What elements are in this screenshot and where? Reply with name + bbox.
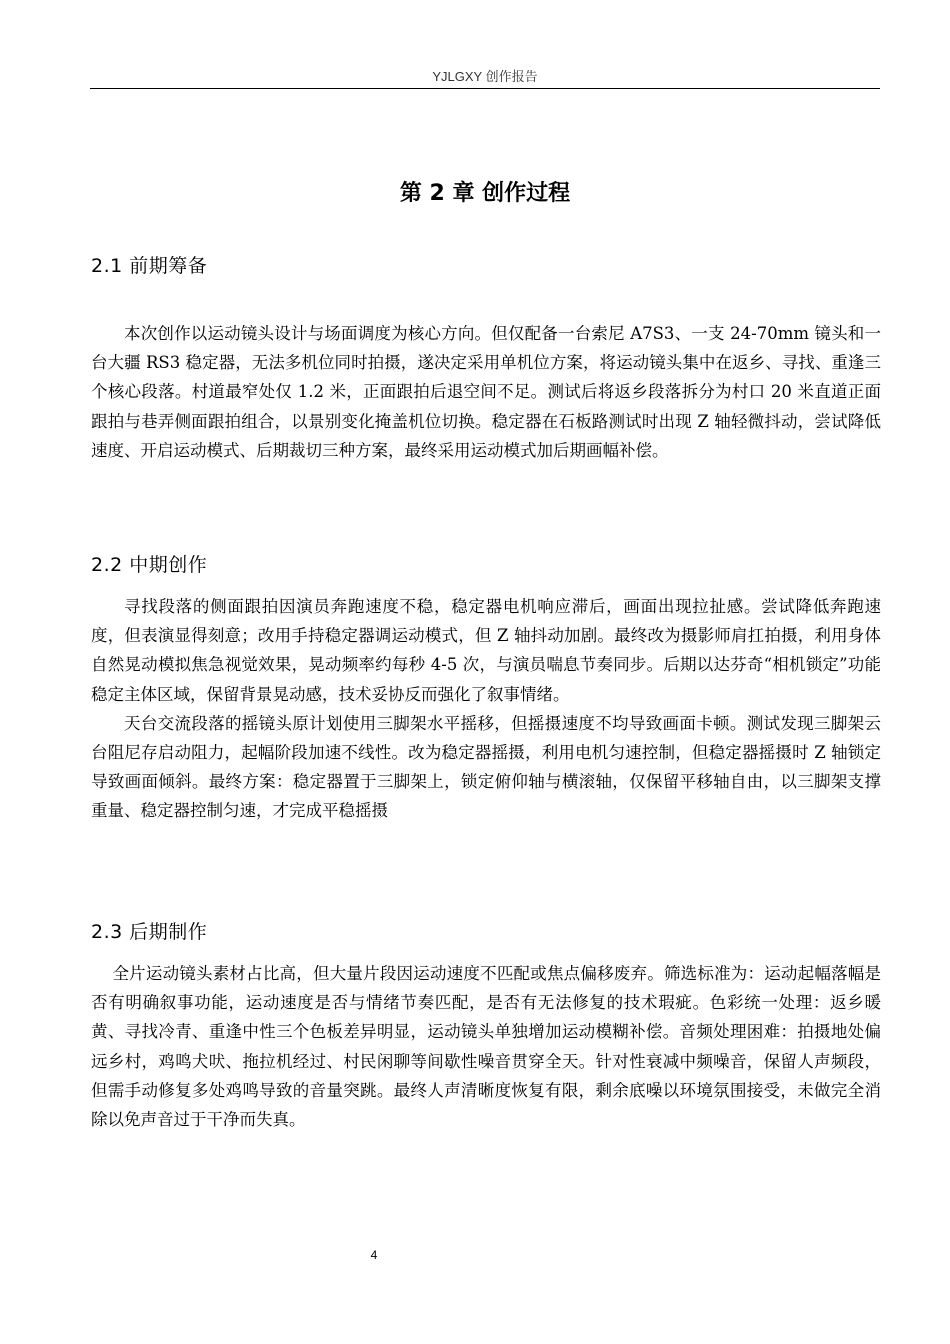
- header-text: YJLGXY 创作报告: [432, 69, 538, 84]
- paragraph: 全片运动镜头素材占比高，但大量片段因运动速度不匹配或焦点偏移废弃。筛选标准为：运动起幅落幅是否有明确叙事功能，运动速度是否与情绪节奏匹配，是否有无法修复的技术瑕疵。色彩统一处理：返乡暖黄、寻找冷青、重逢中性三个色板差异明显，运动镜头单独增加运动模糊补偿。音频处理困难：拍摄地处偏远乡村，鸡鸣犬吠、拖拉机经过、村民闲聊等间歇性噪音贯穿全天。针对性衰减中频噪音，保留人声频段，但需手动修复多处鸡鸣导致的音量突跳。最终人声清晰度恢复有限，剩余底噪以环境氛围接受，未做完全消除以免声音过于干净而失真。: [91, 964, 881, 1130]
- paragraph: 天台交流段落的摇镜头原计划使用三脚架水平摇移，但摇摄速度不均导致画面卡顿。测试发现三脚架云台阻尼存启动阻力，起幅阶段加速不线性。改为稳定器摇摄，利用电机匀速控制，但稳定器摇摄时 Z 轴锁定导致画面倾斜。最终方案：稳定器置于三脚架上，锁定俯仰轴与横滚轴，仅保留平移轴自由，以三脚架支撑重量、稳定器控制匀速，才完成平稳摇摄: [91, 713, 881, 821]
- paragraph: 本次创作以运动镜头设计与场面调度为核心方向。但仅配备一台索尼 A7S3、一支 24-70mm 镜头和一台大疆 RS3 稳定器，无法多机位同时拍摄，遂决定采用单机位方案，将运动镜头集中在返乡、寻找、重逢三个核心段落。村道最窄处仅 1.2 米，正面跟拍后退空间不足。测试后将返乡段落拆分为村口 20 米直道正面跟拍与巷弄侧面跟拍组合，以景别变化掩盖机位切换。稳定器在石板路测试时出现 Z 轴轻微抖动，尝试降低速度、开启运动模式、后期裁切三种方案，最终采用运动模式加后期画幅补偿。: [91, 324, 881, 460]
- header-divider: [90, 88, 880, 89]
- chapter-title: 第 2 章 创作过程: [399, 181, 571, 206]
- paragraph: 寻找段落的侧面跟拍因演员奔跑速度不稳，稳定器电机响应滞后，画面出现拉扯感。尝试降低奔跑速度，但表演显得刻意；改用手持稳定器调运动模式，但 Z 轴抖动加剧。最终改为摄影师肩扛拍摄，利用身体自然晃动模拟焦急视觉效果，晃动频率约每秒 4-5 次，与演员喘息节奏同步。后期以达芬奇“相机锁定”功能稳定主体区域，保留背景晃动感，技术妥协反而强化了叙事情绪。: [91, 597, 881, 704]
- section-body-2-3: [91, 959, 881, 1134]
- page-number: 4: [370, 1248, 378, 1262]
- section-heading-2-2: 2.2 中期创作: [91, 554, 208, 576]
- section-heading-2-3: 2.3 后期制作: [91, 921, 208, 943]
- section-body-2-2: [91, 592, 881, 826]
- section-heading-2-1: 2.1 前期筹备: [91, 255, 208, 277]
- section-body-2-1: [91, 319, 881, 465]
